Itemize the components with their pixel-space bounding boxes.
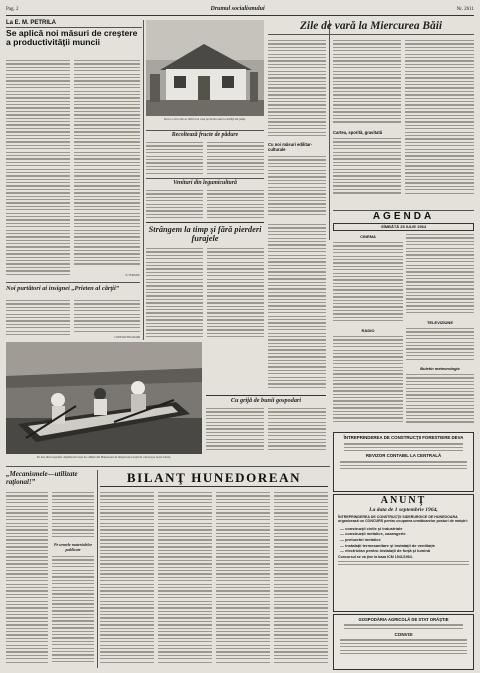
page-number: Pag. 2 (6, 6, 19, 12)
story3-text-a (206, 408, 264, 454)
ad-anunt-item: — instalaţii termosanitare şi instalaţii de ventilaţie (340, 542, 435, 548)
agenda-cinema: CINEMA (360, 234, 376, 239)
ad-anunt-date: La data de 1 septembrie 1964, (369, 507, 438, 513)
banner-text-b (207, 248, 264, 340)
right-sub2: Cartea, sporită, gravitată (333, 130, 383, 135)
bottom-left-text-b (52, 492, 94, 540)
story2-title: Venituri din legumicultură (173, 180, 237, 186)
col1-text-b (74, 60, 140, 272)
agenda-section (333, 210, 474, 231)
newspaper-title: Drumul socialismului (210, 6, 265, 12)
house-photo-caption: De la o zi la alta se ridică noi case pe strada unei localităţi din judeţ. (164, 117, 246, 121)
ad-anunt-head: ANUNŢ (380, 495, 427, 506)
story3-title: Cu grijă de bunii gospodari (230, 397, 302, 404)
ad-orastie-sub: CONVOI (394, 632, 413, 638)
col1-byline: La E. M. PETRILA (6, 20, 57, 26)
ad-anunt-item: — construcţii metalice, cazangerie (340, 531, 406, 537)
bilant-text-b (158, 492, 212, 668)
col1-headline: Se aplică noi măsuri de creştere a productivităţii muncii (6, 28, 138, 48)
bottom-left-text-a (6, 492, 48, 668)
bilant-banner: BILANŢ HUNEDOREAN (126, 470, 302, 485)
agenda-text-right (406, 234, 474, 318)
right-text-c (333, 40, 401, 128)
agenda-radio-text (333, 336, 403, 428)
bottom-left-text-c (52, 556, 94, 668)
ad-forestiere-sub: REVIZOR CONTABIL LA CENTRALĂ (365, 453, 442, 459)
agenda-title: AGENDA (372, 211, 435, 222)
col1-sub-text-a (6, 300, 70, 338)
col1-sub-text-b (74, 300, 140, 334)
issue-number: Nr. 2611 (456, 6, 474, 12)
col1-sub-article (6, 282, 140, 292)
bottom-left-headline: „Mecanismele—utilizate raţional!” (6, 470, 78, 486)
story1-title: Recoltează fructe de pădure (171, 132, 239, 138)
col1-sub-headline: Noi purtători ai insignei „Prieten al cărţii” (6, 285, 119, 292)
agenda-radio: RADIO (361, 328, 375, 333)
story2-text-b (207, 190, 264, 220)
ad-orastie (333, 614, 474, 670)
bottom-left-sub: Pe urmele materialelor publicate (54, 542, 92, 552)
story1-text-b (207, 142, 264, 176)
rowing-illustration (6, 342, 202, 454)
ad-anunt-body: ÎNTREPRINDEREA DE CONSTRUCŢII SIDERURGICE DE HUNEDOARA organizează un CONCURS pentru ocuparea următoarelor posturi de maiştri: (338, 515, 468, 524)
ad-anunt (333, 494, 474, 612)
agenda-tv: TELEVIZIUNE (426, 320, 453, 325)
right-text-e (405, 40, 474, 200)
page-header (6, 3, 474, 16)
bilant-text-c (216, 492, 270, 668)
agenda-date: SÎMBĂTĂ 25 IULIE 1964 (333, 223, 474, 231)
rowing-photo (6, 342, 202, 454)
right-text-d (333, 138, 401, 198)
ad-orastie-title: GOSPODĂRIA AGRICOLĂ DE STAT ORĂŞTIE (358, 617, 449, 622)
center-right-text (268, 224, 326, 392)
agenda-tv-text (406, 328, 474, 364)
right-text-b (268, 156, 326, 220)
story3-text-b (268, 408, 326, 454)
right-headline: Zile de vară la Miercurea Băii (299, 20, 443, 32)
col1-sub-author: CONSTANTIN ADAMI (114, 336, 140, 339)
agenda-cinema-text (333, 242, 403, 326)
ad-anunt-item: — prelucrări metalice (340, 537, 381, 542)
story1-text-a (146, 142, 203, 176)
ad-anunt-item: — electrician pentru instalaţii de forţă şi lumină (340, 548, 431, 554)
house-illustration (146, 20, 264, 116)
col1-author: N. STRIMTU (125, 274, 140, 277)
col1-text-a (6, 60, 70, 278)
right-sub1: Cu noi măsuri edilitar-culturale (268, 142, 313, 152)
ad-forestiere-title: ÎNTREPRINDEREA DE CONSTRUCŢII FORESTIERE DEVA (343, 435, 464, 440)
furaje-banner: Strângem la timp şi fără pierderi furajele (148, 225, 262, 244)
ad-anunt-items (334, 525, 473, 555)
bilant-text-d (274, 492, 328, 668)
ad-anunt-foot: Concursul se va ţine la baza ICM 1941/1964. (338, 554, 413, 559)
right-text-a (268, 40, 326, 140)
bilant-text-a (100, 492, 154, 668)
agenda-weather: Buletin meteorologic (420, 366, 460, 371)
agenda-weather-text (406, 374, 474, 428)
ad-anunt-item: — construcţii civile şi industriale (340, 525, 403, 531)
banner-text-a (146, 248, 203, 340)
rowing-photo-caption: Pe una din fotografii, deţinătorii Casei de odihnă din Hunedoara în timpul unor lecţii de canotaj pe lacul Cinciş. (37, 455, 171, 459)
ad-forestiere (333, 432, 474, 492)
house-photo (146, 20, 264, 116)
col1-article (6, 20, 142, 48)
story2-text-a (146, 190, 203, 220)
